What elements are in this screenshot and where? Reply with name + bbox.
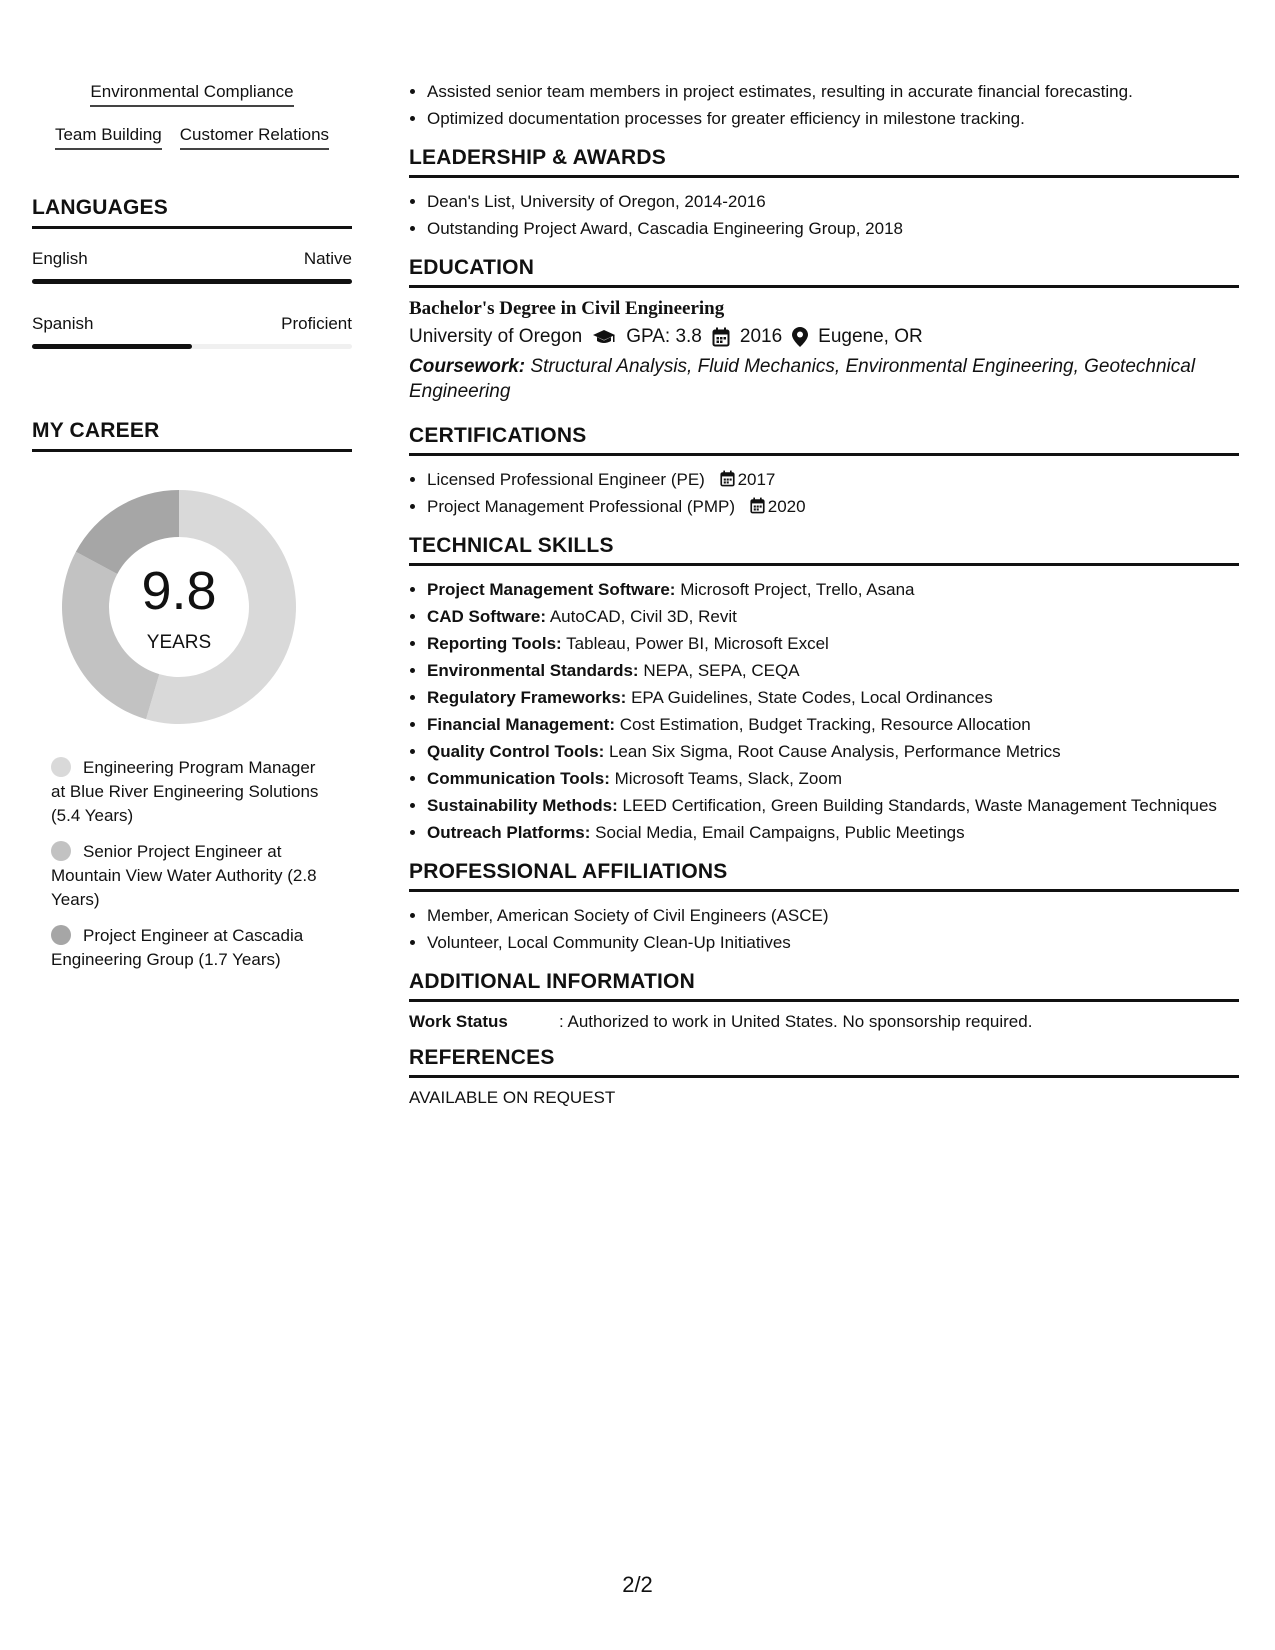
leadership-list [409, 188, 1239, 242]
language-level: Native [303, 249, 352, 268]
coursework [409, 354, 1239, 404]
list-item [427, 738, 1239, 765]
skill-label: Regulatory Frameworks: [427, 688, 627, 707]
skill-value: AutoCAD, Civil 3D, Revit [549, 607, 737, 626]
skill-value: Microsoft Teams, Slack, Zoom [614, 769, 842, 788]
language-name: Spanish [32, 314, 94, 333]
skill-label: Financial Management: [427, 715, 615, 734]
list-item [427, 603, 1239, 630]
skills-row [32, 82, 352, 107]
certification-year: 2020 [767, 497, 806, 516]
list-item [427, 630, 1239, 657]
skill-label: Environmental Standards: [427, 661, 639, 680]
certification-year: 2017 [737, 470, 776, 489]
affiliations-heading: PROFESSIONAL AFFILIATIONS [409, 860, 1239, 892]
skill-value: Microsoft Project, Trello, Asana [680, 580, 915, 599]
legend-label: Project Engineer at Cascadia Engineering Group (1.7 Years) [51, 926, 304, 969]
school-name: University of Oregon [409, 326, 583, 347]
language-bar [32, 344, 352, 349]
work-status-value: : Authorized to work in United States. No sponsorship required. [559, 1012, 1033, 1031]
legend-label: Senior Project Engineer at Mountain View Water Authority (2.8 Years) [51, 842, 317, 909]
references-heading: REFERENCES [409, 1046, 1239, 1078]
list-item: • Volunteer, Local Community Clean-Up Initiatives [427, 929, 1239, 956]
language-bar [32, 279, 352, 284]
skill-label: CAD Software: [427, 607, 547, 626]
list-item: • Dean's List, University of Oregon, 2014-2016 [427, 188, 1239, 215]
skill-label: Outreach Platforms: [427, 823, 591, 842]
career-total: 9.8 [141, 561, 217, 621]
skill-label: Project Management Software: [427, 580, 676, 599]
location-pin-icon [792, 327, 808, 347]
legend-dot [51, 841, 71, 861]
page-number: 2/2 [622, 1572, 653, 1597]
technical-skills-heading: TECHNICAL SKILLS [409, 534, 1239, 566]
technical-skills-list [409, 576, 1239, 846]
graduation-year: 2016 [739, 326, 783, 347]
location: Eugene, OR [818, 326, 923, 347]
legend-item [51, 924, 331, 972]
list-item [427, 711, 1239, 738]
legend-dot [51, 757, 71, 777]
calendar-icon [720, 470, 735, 487]
list-item [427, 576, 1239, 603]
skill-value: LEED Certification, Green Building Standards, Waste Management Techniques [622, 796, 1217, 815]
list-item [427, 684, 1239, 711]
references-text: AVAILABLE ON REQUEST [409, 1088, 616, 1107]
main-column [409, 78, 1239, 1108]
skill-label: Sustainability Methods: [427, 796, 618, 815]
certifications-heading: CERTIFICATIONS [409, 424, 1239, 456]
certification-name: Project Management Professional (PMP) [427, 497, 736, 516]
skill-tag: Team Building [55, 125, 162, 150]
list-item [427, 466, 1239, 493]
skill-value: Social Media, Email Campaigns, Public Meetings [595, 823, 965, 842]
languages-heading: LANGUAGES [32, 196, 352, 229]
list-item: • Optimized documentation processes for greater efficiency in milestone tracking. [427, 105, 1239, 132]
skills-row [32, 125, 352, 150]
language-level: Proficient [281, 314, 352, 333]
list-item: • Outstanding Project Award, Cascadia Engineering Group, 2018 [427, 215, 1239, 242]
skill-label: Quality Control Tools: [427, 742, 605, 761]
skill-value: Cost Estimation, Budget Tracking, Resource Allocation [619, 715, 1031, 734]
legend-item [51, 840, 331, 912]
calendar-icon [750, 497, 765, 514]
list-item [427, 792, 1239, 819]
list-item [427, 765, 1239, 792]
work-status-label: Work Status [409, 1012, 508, 1031]
career-heading: MY CAREER [32, 419, 352, 452]
career-legend [51, 756, 331, 972]
skill-value: EPA Guidelines, State Codes, Local Ordinances [631, 688, 993, 707]
work-status-row [409, 1012, 1239, 1032]
education-meta [409, 326, 1239, 348]
leadership-heading: LEADERSHIP & AWARDS [409, 146, 1239, 178]
skill-value: Tableau, Power BI, Microsoft Excel [566, 634, 829, 653]
list-item: • Assisted senior team members in project estimates, resulting in accurate financial forecasting. [427, 78, 1239, 105]
skill-tag: Environmental Compliance [90, 82, 293, 107]
graduation-cap-icon [592, 328, 616, 346]
list-item: • Member, American Society of Civil Engineers (ASCE) [427, 902, 1239, 929]
affiliations-list [409, 902, 1239, 956]
degree-title: Bachelor's Degree in Civil Engineering [409, 298, 725, 319]
language-bar-fill [32, 279, 352, 284]
list-item [427, 657, 1239, 684]
certification-name: Licensed Professional Engineer (PE) [427, 470, 705, 489]
language-english [32, 249, 352, 284]
career-unit: YEARS [146, 632, 212, 653]
language-spanish [32, 314, 352, 349]
language-bar-fill [32, 344, 192, 349]
career-donut-chart [54, 482, 304, 732]
education-heading: EDUCATION [409, 256, 1239, 288]
legend-label: Engineering Program Manager at Blue River Engineering Solutions (5.4 Years) [51, 758, 319, 825]
certifications-list [409, 466, 1239, 520]
additional-info-heading: ADDITIONAL INFORMATION [409, 970, 1239, 1002]
donut-center [54, 482, 304, 732]
list-item [427, 493, 1239, 520]
legend-dot [51, 925, 71, 945]
skill-value: Lean Six Sigma, Root Cause Analysis, Performance Metrics [608, 742, 1061, 761]
skill-label: Reporting Tools: [427, 634, 562, 653]
sidebar [32, 82, 352, 984]
list-item [427, 819, 1239, 846]
gpa: GPA: 3.8 [626, 326, 702, 347]
skill-tag: Customer Relations [180, 125, 329, 150]
coursework-list: Structural Analysis, Fluid Mechanics, Environmental Engineering, Geotechnical Engineering [409, 356, 1196, 402]
legend-item [51, 756, 331, 828]
experience-bullets [409, 78, 1239, 132]
coursework-label: Coursework: [409, 356, 526, 377]
language-name: English [32, 249, 88, 268]
calendar-icon [712, 327, 730, 347]
skill-label: Communication Tools: [427, 769, 610, 788]
skill-value: NEPA, SEPA, CEQA [643, 661, 800, 680]
